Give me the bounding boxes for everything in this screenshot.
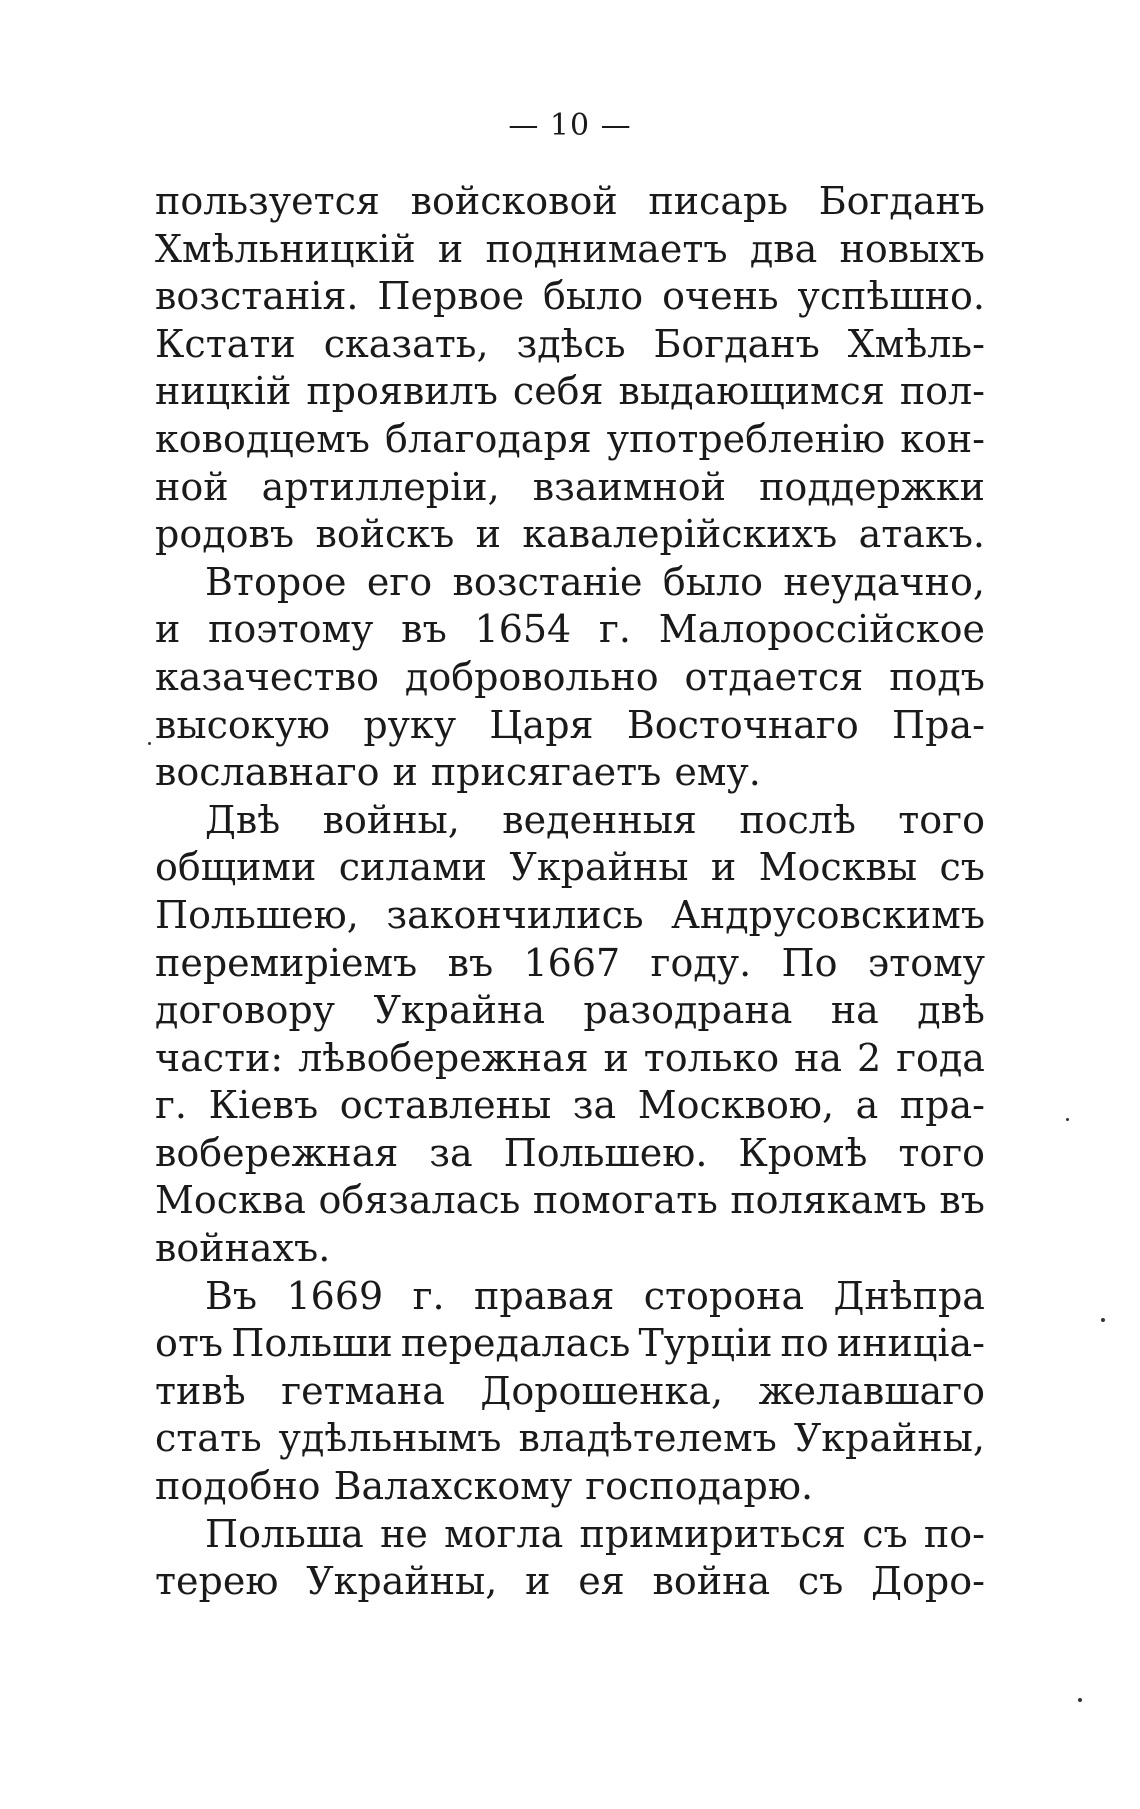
word: 1667 bbox=[523, 940, 621, 985]
word: войсковой bbox=[410, 179, 618, 223]
word: возстанія. bbox=[155, 274, 359, 319]
word: очень bbox=[662, 274, 779, 319]
text-line bbox=[155, 1558, 985, 1606]
word: руку bbox=[363, 702, 457, 747]
text-line bbox=[155, 987, 985, 1035]
word: поэтому bbox=[208, 607, 374, 652]
text-line bbox=[155, 1368, 985, 1416]
word: Первое bbox=[377, 274, 525, 319]
text-line bbox=[155, 1320, 985, 1368]
word: было bbox=[543, 274, 644, 319]
word: г. bbox=[412, 1273, 445, 1318]
word: лѣвобережная bbox=[298, 1035, 589, 1080]
word: было bbox=[662, 559, 763, 604]
word: неудачно, bbox=[783, 559, 985, 604]
word: могла bbox=[444, 1511, 564, 1556]
word: выдающимся bbox=[618, 369, 885, 414]
word: а bbox=[855, 1083, 879, 1128]
word: съ bbox=[939, 845, 985, 890]
word: Двѣ bbox=[205, 797, 281, 842]
word: за bbox=[429, 1130, 473, 1175]
word: терею bbox=[155, 1559, 279, 1604]
word: возстаніе bbox=[452, 559, 643, 604]
dust-speck bbox=[1066, 1118, 1069, 1121]
word: поддержки bbox=[759, 464, 985, 509]
word: Кстати bbox=[155, 321, 296, 366]
word: артиллеріи, bbox=[261, 464, 500, 509]
text-line bbox=[155, 797, 985, 845]
word: себя bbox=[512, 369, 604, 414]
word: въ bbox=[939, 1178, 985, 1223]
word: два bbox=[749, 226, 818, 271]
word: сторона bbox=[643, 1273, 805, 1318]
word: Украйны, bbox=[793, 1416, 985, 1461]
word: желавшаго bbox=[758, 1368, 985, 1413]
word: Богданъ bbox=[653, 321, 820, 366]
word: 1669 bbox=[286, 1273, 384, 1318]
text-line bbox=[155, 1130, 985, 1178]
word: отъ bbox=[155, 1321, 224, 1366]
word: тивѣ bbox=[155, 1368, 246, 1413]
word: присягаетъ bbox=[430, 750, 662, 795]
text-line bbox=[155, 606, 985, 654]
word: Польша bbox=[205, 1511, 364, 1556]
text-line bbox=[155, 892, 985, 940]
text-line bbox=[155, 1273, 985, 1321]
word: Украйны, bbox=[306, 1559, 498, 1604]
word: высокую bbox=[155, 702, 330, 747]
text-line bbox=[155, 1082, 985, 1130]
text-line bbox=[155, 1511, 985, 1559]
dust-speck bbox=[1078, 1698, 1082, 1702]
word: добровольно bbox=[404, 654, 659, 699]
word: послѣ bbox=[739, 797, 856, 842]
word: поднимаетъ bbox=[485, 226, 728, 271]
word: помогать bbox=[532, 1178, 718, 1223]
text-line bbox=[155, 1177, 985, 1225]
word: писарь bbox=[648, 179, 789, 223]
word: война bbox=[652, 1559, 771, 1604]
word: Дорошенка, bbox=[480, 1368, 724, 1413]
word: только bbox=[643, 1035, 780, 1080]
text-line bbox=[155, 511, 985, 559]
word: Польши bbox=[231, 1321, 393, 1366]
text-line bbox=[155, 654, 985, 702]
word: закончились bbox=[386, 892, 644, 937]
word: войны, bbox=[322, 797, 460, 842]
text-line bbox=[155, 1225, 985, 1273]
word: общими bbox=[155, 845, 317, 890]
text-line bbox=[155, 178, 985, 226]
word: Богданъ bbox=[818, 179, 985, 223]
word: и bbox=[603, 1035, 629, 1080]
word: года bbox=[896, 1035, 985, 1080]
text-line bbox=[155, 321, 985, 369]
word: новыхъ bbox=[839, 226, 985, 271]
word: и bbox=[437, 226, 464, 271]
word: и bbox=[392, 750, 418, 795]
text-line bbox=[155, 1463, 985, 1511]
word: сказать, bbox=[323, 321, 489, 366]
word: правая bbox=[474, 1273, 615, 1318]
word: Украйны bbox=[509, 845, 689, 890]
word: по- bbox=[923, 1511, 985, 1556]
word: на bbox=[794, 1035, 843, 1080]
word: проявилъ bbox=[306, 369, 498, 414]
word: части: bbox=[155, 1035, 284, 1080]
word: Царя bbox=[489, 702, 594, 747]
word: не bbox=[380, 1511, 428, 1556]
word: ницкій bbox=[155, 369, 292, 414]
text-line bbox=[155, 368, 985, 416]
word: оставлены bbox=[339, 1083, 552, 1128]
word: употребленію bbox=[606, 416, 886, 461]
word: и bbox=[155, 607, 181, 652]
text-line bbox=[155, 702, 985, 750]
word: вобережная bbox=[155, 1130, 399, 1175]
text-line bbox=[155, 940, 985, 988]
word: Польшею, bbox=[155, 892, 359, 937]
word: договору bbox=[155, 988, 336, 1033]
word: и bbox=[710, 845, 737, 890]
dust-speck bbox=[148, 742, 151, 745]
word: Москва bbox=[155, 1178, 306, 1223]
word: ководцемъ bbox=[155, 416, 370, 461]
word: иниціа- bbox=[836, 1321, 985, 1366]
word: пол- bbox=[899, 369, 985, 414]
word: полякамъ bbox=[730, 1178, 927, 1223]
text-line bbox=[155, 1035, 985, 1083]
word: съ bbox=[862, 1511, 908, 1556]
word: Москвою, bbox=[637, 1083, 835, 1128]
word: въ bbox=[447, 940, 494, 985]
word: его bbox=[366, 559, 433, 604]
word: господарю. bbox=[585, 1464, 814, 1509]
word: съ bbox=[797, 1559, 844, 1604]
word: подъ bbox=[889, 654, 985, 699]
text-line bbox=[155, 464, 985, 512]
word: обязалась bbox=[318, 1178, 521, 1223]
word: атакъ. bbox=[858, 512, 985, 557]
word: владѣтелемъ bbox=[518, 1416, 777, 1461]
word: удѣльнымъ bbox=[278, 1416, 502, 1461]
word: г. bbox=[155, 1083, 187, 1128]
word: кон- bbox=[900, 416, 985, 461]
word: Малороссійское bbox=[658, 607, 985, 652]
word: здѣсь bbox=[516, 321, 626, 366]
word: войнахъ. bbox=[155, 1226, 331, 1271]
word: гетмана bbox=[281, 1368, 445, 1413]
word: по bbox=[780, 1321, 829, 1366]
word: 1654 bbox=[474, 607, 572, 652]
word: Пра- bbox=[892, 702, 985, 747]
word: войскъ bbox=[315, 512, 455, 557]
text-line bbox=[155, 749, 985, 797]
text-line bbox=[155, 416, 985, 464]
word: Хмѣль- bbox=[847, 321, 985, 366]
word: подобно bbox=[155, 1464, 321, 1509]
text-line bbox=[155, 844, 985, 892]
word: Украйна bbox=[373, 988, 545, 1033]
text-line bbox=[155, 559, 985, 607]
word: того bbox=[898, 1130, 985, 1175]
word: 2 bbox=[857, 1035, 882, 1080]
word: Польшею. bbox=[503, 1130, 708, 1175]
word: взаимной bbox=[532, 464, 726, 509]
word: Москвы bbox=[758, 845, 918, 890]
word: этому bbox=[867, 940, 985, 985]
word: году. bbox=[650, 940, 752, 985]
word: передалась bbox=[400, 1321, 631, 1366]
word: Кіевъ bbox=[208, 1083, 319, 1128]
word: Андрусовскимъ bbox=[671, 892, 985, 937]
text-line bbox=[155, 1415, 985, 1463]
word: въ bbox=[401, 607, 447, 652]
word: успѣшно. bbox=[797, 274, 985, 319]
word: стать bbox=[155, 1416, 262, 1461]
word: благодаря bbox=[384, 416, 592, 461]
word: ему. bbox=[674, 750, 761, 795]
word: Кромѣ bbox=[738, 1130, 868, 1175]
text-line bbox=[155, 273, 985, 321]
word: отдается bbox=[684, 654, 864, 699]
word: вославнаго bbox=[155, 750, 380, 795]
word: Валахскому bbox=[333, 1464, 573, 1509]
word: казачество bbox=[155, 654, 379, 699]
page-number: — 10 — bbox=[508, 108, 632, 143]
word: силами bbox=[338, 845, 487, 890]
word: веденныя bbox=[502, 797, 697, 842]
word: двѣ bbox=[917, 988, 985, 1033]
body-text bbox=[155, 178, 985, 1606]
word: на bbox=[830, 988, 879, 1033]
word: пользуется bbox=[155, 179, 380, 223]
text-line bbox=[155, 226, 985, 274]
word: перемиріемъ bbox=[155, 940, 418, 985]
word: пра- bbox=[899, 1083, 985, 1128]
word: родовъ bbox=[155, 512, 295, 557]
word: По bbox=[781, 940, 838, 985]
word: Доро- bbox=[871, 1559, 985, 1604]
word: того bbox=[898, 797, 985, 842]
word: г. bbox=[599, 607, 631, 652]
word: Днѣпра bbox=[833, 1273, 985, 1318]
word: ея bbox=[578, 1559, 625, 1604]
word: ной bbox=[155, 464, 229, 509]
word: и bbox=[475, 512, 501, 557]
word: Хмѣльницкій bbox=[155, 226, 416, 271]
word: примириться bbox=[579, 1511, 846, 1556]
word: и bbox=[525, 1559, 551, 1604]
word: кавалерійскихъ bbox=[522, 512, 838, 557]
word: за bbox=[572, 1083, 617, 1128]
word: Восточнаго bbox=[626, 702, 859, 747]
word: разодрана bbox=[583, 988, 793, 1033]
word: Турціи bbox=[638, 1321, 773, 1366]
word: Въ bbox=[205, 1273, 258, 1318]
dust-speck bbox=[1101, 1318, 1105, 1322]
word: Второе bbox=[205, 559, 347, 604]
